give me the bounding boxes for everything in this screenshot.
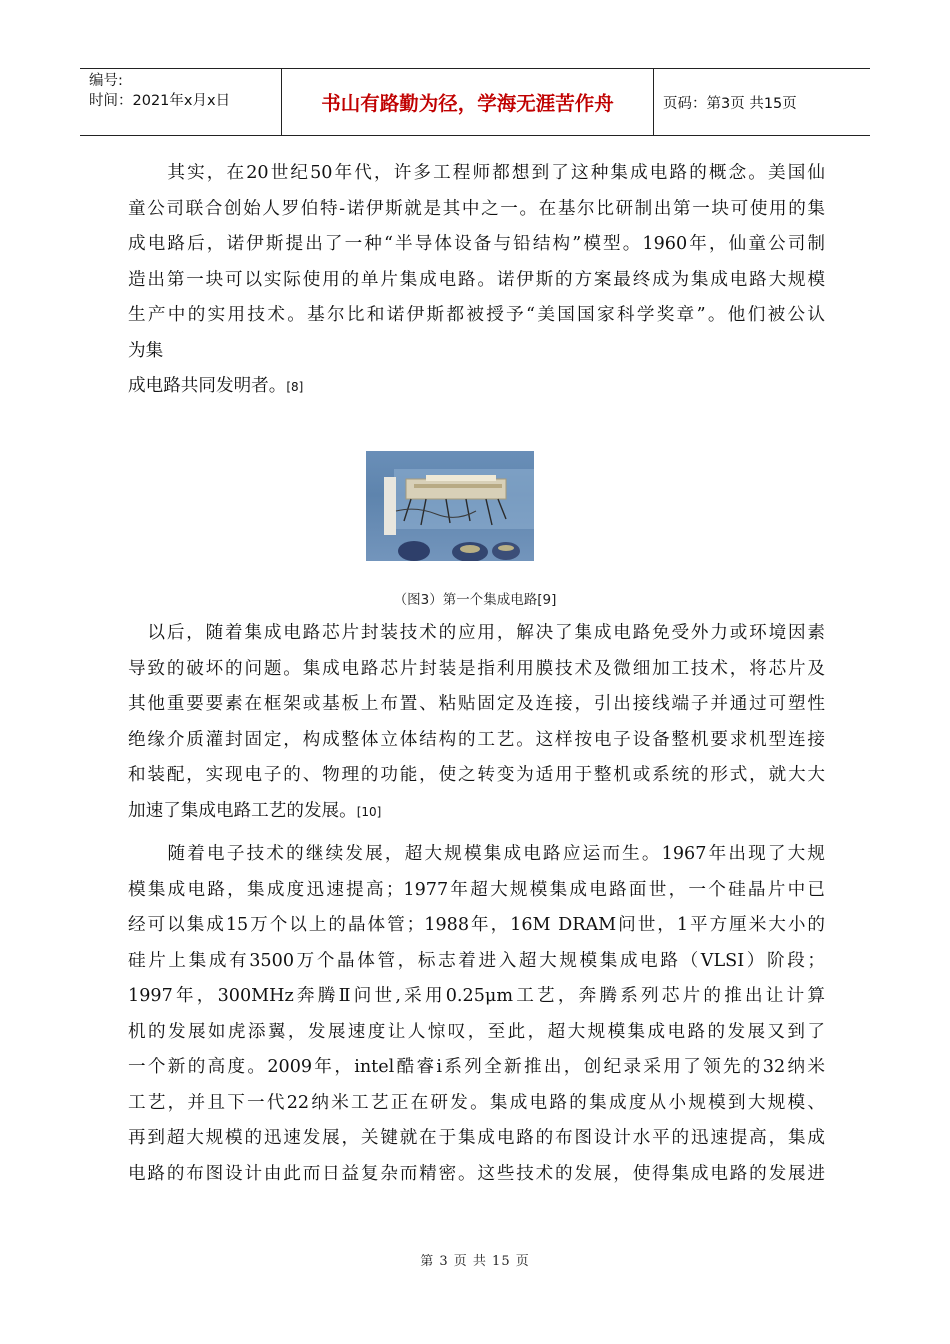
text-line: 一个新的高度。2009年，intel酷睿i系列全新推出，创纪录采用了领先的32纳米 (128, 1057, 825, 1077)
text-line: 其实，在20世纪50年代，许多工程师都想到了这种集成电路的概念。美国仙 (128, 163, 825, 183)
page-footer: 第 3 页 共 15 页 (420, 1254, 530, 1269)
text-line (128, 369, 825, 406)
text-line: 导致的破坏的问题。集成电路芯片封装是指利用膜技术及微细加工技术，将芯片及 (128, 658, 825, 679)
text-line-tail: 加速了集成电路工艺的发展。 (128, 800, 357, 821)
paragraph-1 (128, 156, 825, 406)
text-line: 工艺，并且下一代22纳米工艺正在研发。集成电路的集成度从小规模到大规模、 (128, 1092, 825, 1113)
citation-ref: [10] (356, 804, 382, 819)
page-header (80, 68, 870, 136)
text-line: 再到超大规模的迅速发展，关键就在于集成电路的布图设计水平的迅速提高，集成 (128, 1128, 825, 1148)
text-line: 硅片上集成有3500万个晶体管，标志着进入超大规模集成电路（VLSI）阶段； (128, 950, 825, 971)
paragraph-3 (128, 837, 825, 1192)
text-line: 随着电子技术的继续发展，超大规模集成电路应运而生。1967年出现了大规 (128, 844, 825, 864)
header-meta (80, 69, 282, 135)
text-line: 经可以集成15万个以上的晶体管；1988年，16M DRAM问世，1平方厘米大小的 (128, 915, 825, 935)
document-number-label: 编号: (89, 73, 123, 89)
text-line: 以后，随着集成电路芯片封装技术的应用，解决了集成电路免受外力或环境因素 (128, 623, 825, 643)
header-page-info: 页码：第3页 共15页 (663, 95, 797, 112)
circuit-photo-illustration (366, 451, 534, 561)
figure-caption: （图3）第一个集成电路[9] (393, 592, 557, 608)
text-line: 生产中的实用技术。基尔比和诺伊斯都被授予“美国国家科学奖章”。他们被公认 (128, 305, 825, 325)
text-line: 绝缘介质灌封固定，构成整体立体结构的工艺。这样按电子设备整机要求机型连接 (128, 729, 825, 750)
header-motto: 书山有路勤为径，学海无涯苦作舟 (282, 69, 654, 135)
text-line: 造出第一块可以实际使用的单片集成电路。诺伊斯的方案最终成为集成电路大规模 (128, 269, 825, 290)
text-line (128, 794, 825, 831)
text-line: 1997年，300MHz奔腾Ⅱ问世,采用0.25μm工艺，奔腾系列芯片的推出让计算 (128, 986, 825, 1006)
text-line-tail: 成电路共同发明者。 (128, 376, 287, 396)
text-line: 其他重要要素在框架或基板上布置、粘贴固定及连接，引出接线端子并通过可塑性 (128, 694, 825, 714)
text-line: 成电路后，诺伊斯提出了一种“半导体设备与铅结构”模型。1960年，仙童公司制 (128, 234, 825, 254)
document-date: 时间：2021年x月x日 (89, 93, 231, 109)
figure-first-integrated-circuit (366, 451, 534, 561)
text-line: 电路的布图设计由此而日益复杂而精密。这些技术的发展，使得集成电路的发展进 (128, 1163, 825, 1184)
text-line: 童公司联合创始人罗伯特-诺伊斯就是其中之一。在基尔比研制出第一块可使用的集 (128, 198, 825, 219)
text-line: 模集成电路，集成度迅速提高；1977年超大规模集成电路面世，一个硅晶片中已 (128, 879, 825, 900)
text-line: 为集 (128, 340, 164, 361)
text-line: 机的发展如虎添翼，发展速度让人惊叹，至此，超大规模集成电路的发展又到了 (128, 1021, 825, 1042)
text-line: 和装配，实现电子的、物理的功能，使之转变为适用于整机或系统的形式，就大大 (128, 765, 825, 785)
citation-ref: [8] (286, 380, 304, 394)
paragraph-2 (128, 616, 825, 830)
